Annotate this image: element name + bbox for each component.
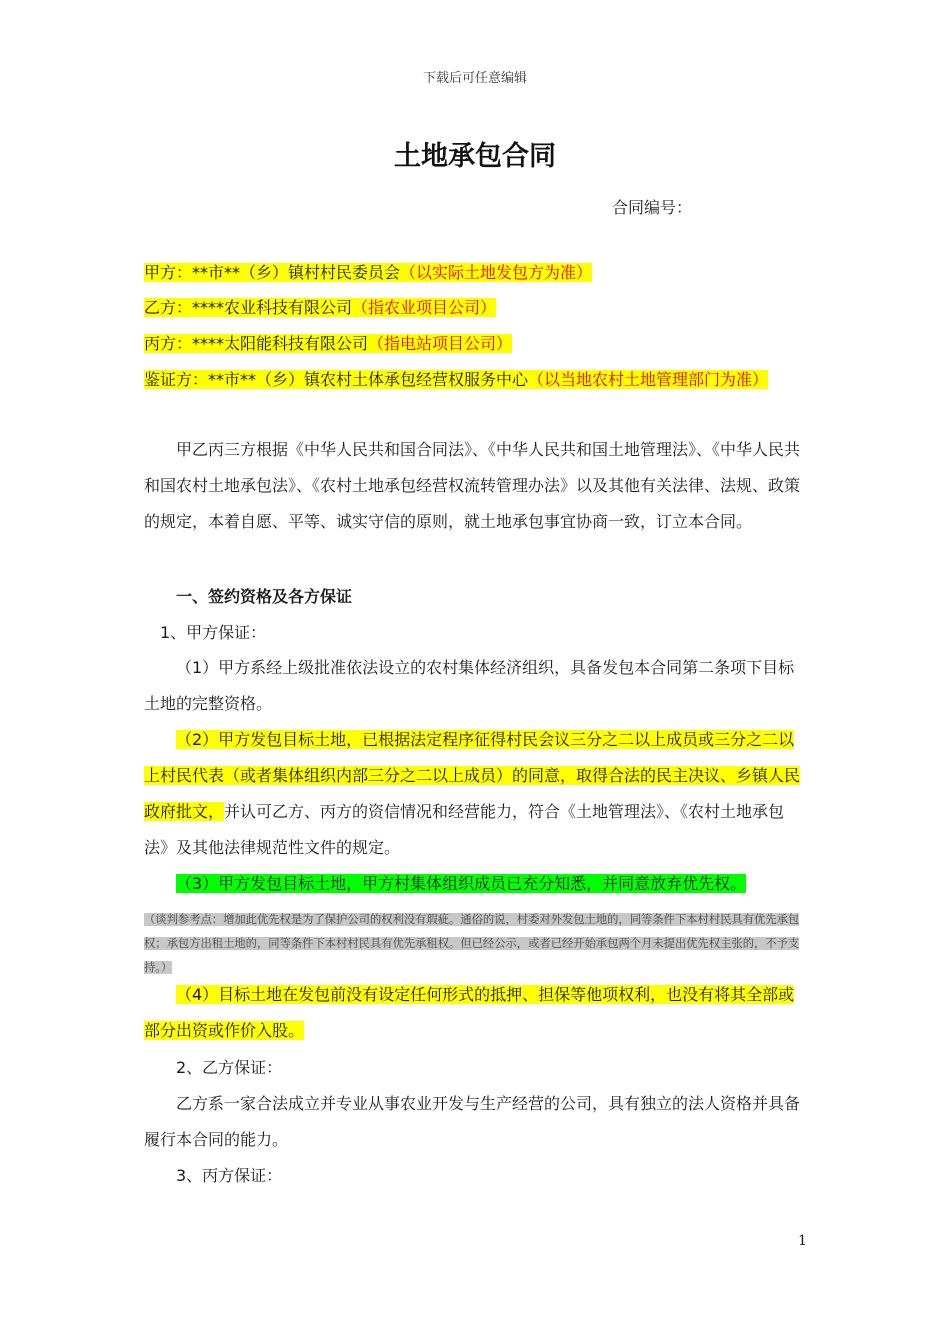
negotiation-note <box>144 908 810 980</box>
clause-2-rest: 并认可乙方、丙方的资信情况和经营能力，符合《土地管理法》、《农村土地承包法》及其他法律规范性文件的规定。 <box>144 802 785 857</box>
witness-party-name: 鉴证方：**市**（乡）镇农村土体承包经营权服务中心 <box>144 370 529 389</box>
party-c-guarantee-heading: 3、丙方保证： <box>176 1166 283 1185</box>
header-note: 下载后可任意编辑 <box>422 71 527 86</box>
witness-party-line <box>144 368 768 392</box>
party-b-guarantee-heading: 2、乙方保证： <box>176 1058 283 1077</box>
party-a-line <box>144 261 592 285</box>
party-c-name: 丙方：****太阳能科技有限公司 <box>144 334 369 353</box>
witness-party-note: （以当地农村土地管理部门为准） <box>528 370 769 389</box>
party-c-note: （指电站项目公司） <box>368 334 513 353</box>
page-number: 1 <box>798 1233 807 1249</box>
party-a-guarantee-heading: 1、甲方保证： <box>160 623 267 642</box>
clause-3 <box>144 866 804 902</box>
clause-4-text: （4）目标土地在发包前没有设定任何形式的抵押、担保等他项权利，也没有将其全部或部分出资或作价入股。 <box>144 985 795 1040</box>
preamble-paragraph: 甲乙丙三方根据《中华人民共和国合同法》、《中华人民共和国土地管理法》、《中华人民共和国农村土地承包法》、《农村土地承包经营权流转管理办法》以及其他有关法律、法规、政策的规定，本着自愿、平等、诚实守信的原则，就土地承包事宜协商一致，订立本合同。 <box>144 440 801 531</box>
document-title: 土地承包合同 <box>394 141 556 172</box>
clause-4 <box>144 977 804 1049</box>
party-b-note: （指农业项目公司） <box>352 298 497 317</box>
party-a-note: （以实际土地发包方为准） <box>400 263 593 282</box>
party-a-name: 甲方：**市**（乡）镇村村民委员会 <box>144 263 401 282</box>
clause-2 <box>144 722 804 866</box>
party-b-guarantee-text: 乙方系一家合法成立并专业从事农业开发与生产经营的公司，具有独立的法人资格并具备履行本合同的能力。 <box>144 1094 801 1149</box>
clause-2-highlighted: （2）甲方发包目标土地，已根据法定程序征得村民会议三分之二以上成员或三分之二以上村民代表（或者集体组织内部三分之二以上成员）的同意，取得合法的民主决议、乡镇人民政府批文， <box>144 730 801 821</box>
contract-number-label: 合同编号： <box>612 198 693 217</box>
section-1-heading: 一、签约资格及各方保证 <box>176 587 353 606</box>
negotiation-note-text: （谈判参考点：增加此优先权是为了保护公司的权利没有瑕疵。通俗的说，村委对外发包土地的，同等条件下本村村民具有优先承包权；承包方出租土地的，同等条件下本村村民具有优先承租权。但已经公示，或者已经开始承包两个月未提出优先权主张的，不予支持。） <box>144 913 800 974</box>
party-b-name: 乙方：****农业科技有限公司 <box>144 298 353 317</box>
clause-1: （1）甲方系经上级批准依法设立的农村集体经济组织，具备发包本合同第二条项下目标土地的完整资格。 <box>144 658 795 713</box>
clause-3-text: （3）甲方发包目标土地，甲方村集体组织成员已充分知悉，并同意放弃优先权。 <box>176 874 747 893</box>
party-b-line <box>144 296 496 320</box>
party-c-line <box>144 332 512 356</box>
